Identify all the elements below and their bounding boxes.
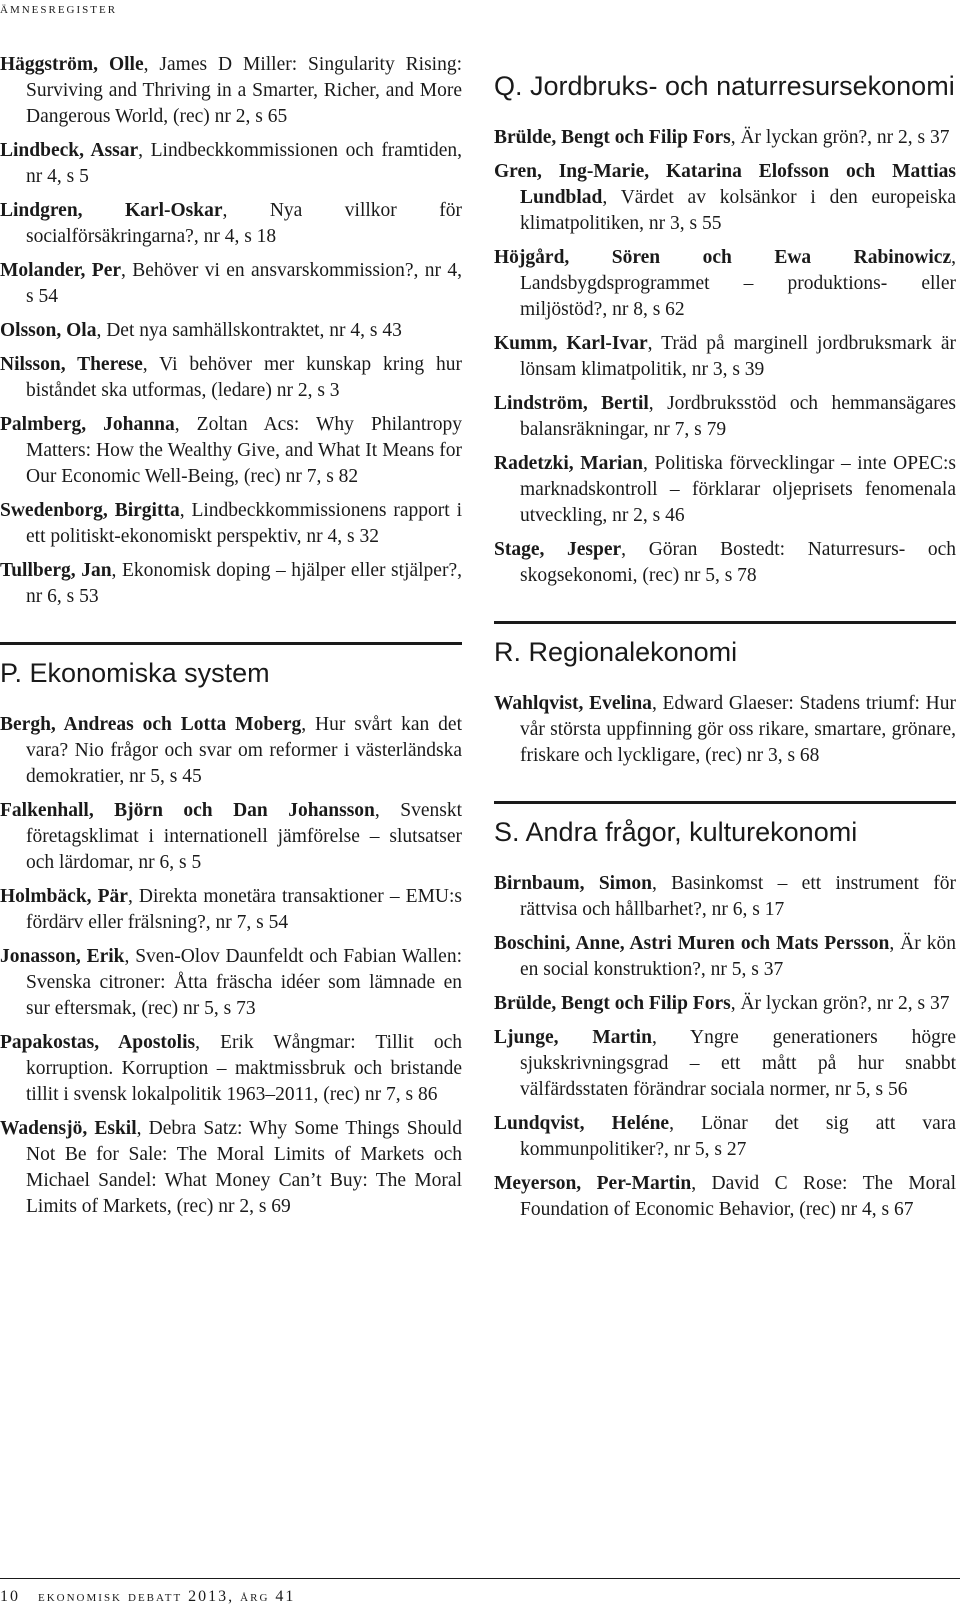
entry-reference: , Det nya samhällskontraktet, nr 4, s 43 xyxy=(96,320,402,341)
entry-reference: , Behöver vi en ansvarskommission?, nr 4, s 54 xyxy=(26,260,462,307)
index-entry xyxy=(0,1116,462,1220)
left-column xyxy=(0,52,462,1228)
index-entry xyxy=(494,1111,956,1163)
entry-reference: , Direkta monetära transaktioner – EMU:s fördärv eller frälsning?, nr 7, s 54 xyxy=(26,886,462,933)
entry-author: Lindbeck, Assar xyxy=(0,140,139,161)
index-entry xyxy=(494,871,956,923)
index-entry xyxy=(0,198,462,250)
entry-author: Tullberg, Jan xyxy=(0,560,112,581)
index-entry xyxy=(0,558,462,610)
entry-reference: , Erik Wångmar: Tillit och korruption. Korruption – maktmissbruk och bristande tillit i svensk lokalpolitik 1963–2011, (rec) nr 7, s 86 xyxy=(26,1032,462,1105)
entry-author: Häggström, Olle xyxy=(0,54,144,75)
entry-author: Jonasson, Erik xyxy=(0,946,125,967)
entry-list xyxy=(494,125,956,589)
entry-reference: , Edward Glaeser: Stadens triumf: Hur vår största uppfinning gör oss rikare, smartare, grönare, friskare och lyckligare, (rec) nr 3, s 68 xyxy=(520,693,956,766)
section-title-r: R. Regionalekonomi xyxy=(494,637,738,667)
entry-list xyxy=(494,871,956,1223)
entry-reference: , Jordbruksstöd och hemmansägares balansräkningar, nr 7, s 79 xyxy=(520,393,956,440)
entry-author: Molander, Per xyxy=(0,260,122,281)
index-entry xyxy=(494,331,956,383)
section-rule xyxy=(494,801,956,804)
index-entry xyxy=(0,884,462,936)
entry-reference: , Nya villkor för socialförsäkringarna?, nr 4, s 18 xyxy=(26,200,462,247)
entry-author: Radetzki, Marian xyxy=(494,453,644,474)
index-entry xyxy=(0,318,462,344)
entry-author: Höjgård, Sören och Ewa Rabinowicz xyxy=(494,247,952,268)
entry-reference: , Landsbygdsprogrammet – produktions- eller miljöstöd?, nr 8, s 62 xyxy=(520,247,956,320)
entry-reference: , Träd på marginell jordbruksmark är lönsam klimatpolitik, nr 3, s 39 xyxy=(520,333,956,380)
index-entry xyxy=(0,944,462,1022)
entry-reference: , Svenskt företagsklimat i internationell jämförelse – slutsatser och lärdomar, nr 6, s 5 xyxy=(26,800,463,873)
entry-reference: , Politiska förvecklingar – inte OPEC:s marknadskontroll – förklarar oljeprisets fenomenala utveckling, nr 2, s 46 xyxy=(520,453,956,526)
entry-reference: , Debra Satz: Why Some Things Should Not Be for Sale: The Moral Limits of Markets och Michael Sandel: What Money Can’t Buy: The Moral Limits of Markets, (rec) nr 2, s 69 xyxy=(26,1118,462,1217)
section-rule xyxy=(0,642,462,645)
index-entry xyxy=(494,1025,956,1103)
index-entry xyxy=(0,712,462,790)
entry-reference: , Hur svårt kan det vara? Nio frågor och svar om reformer i västerländska demokratier, nr 5, s 45 xyxy=(26,714,462,787)
entry-author: Brülde, Bengt och Filip Fors xyxy=(494,993,731,1014)
entry-list xyxy=(0,52,462,610)
entry-author: Wadensjö, Eskil xyxy=(0,1118,137,1139)
entry-reference: , Lindbeckkommissionens rapport i ett politiskt-ekonomiskt perspektiv, nr 4, s 32 xyxy=(26,500,462,547)
entry-reference: , Ekonomisk doping – hjälper eller stjälper?, nr 6, s 53 xyxy=(26,560,462,607)
publication-info: ekonomisk debatt 2013, årg 41 xyxy=(38,1588,296,1605)
index-entry xyxy=(0,258,462,310)
entry-author: Stage, Jesper xyxy=(494,539,622,560)
entry-author: Brülde, Bengt och Filip Fors xyxy=(494,127,731,148)
section-title-q: Q. Jordbruks- och naturresursekonomi xyxy=(494,71,955,101)
entry-reference: , Göran Bostedt: Naturresurs- och skogsekonomi, (rec) nr 5, s 78 xyxy=(520,539,956,586)
index-entry xyxy=(0,52,462,130)
entry-reference: , Är kön en social konstruktion?, nr 5, s 37 xyxy=(520,933,957,980)
entry-author: Lundqvist, Heléne xyxy=(494,1113,670,1134)
footer-rule xyxy=(0,1578,960,1579)
entry-reference: , Yngre generationers högre sjukskrivningsgrad – ett mått på hur snabbt välfärdsstaten förändrar sociala normer, nr 5, s 56 xyxy=(520,1027,956,1100)
entry-author: Kumm, Karl-Ivar xyxy=(494,333,648,354)
entry-reference: , Lindbeckkommissionen och framtiden, nr 4, s 5 xyxy=(26,140,462,187)
index-entry xyxy=(494,537,956,589)
entry-author: Meyerson, Per-Martin xyxy=(494,1173,692,1194)
entry-author: Swedenborg, Birgitta xyxy=(0,500,180,521)
running-head: ämnesregister xyxy=(0,0,118,17)
page-number: 10 xyxy=(0,1588,20,1605)
index-entry xyxy=(494,391,956,443)
entry-author: Birnbaum, Simon xyxy=(494,873,652,894)
entry-author: Falkenhall, Björn och Dan Johansson xyxy=(0,800,375,821)
entry-reference: , Sven-Olov Daunfeldt och Fabian Wallen: Svenska citroner: Åtta fräscha idéer som lämnade en sur eftersmak, (rec) nr 5, s 73 xyxy=(26,946,462,1019)
index-entry xyxy=(0,352,462,404)
index-entry xyxy=(0,138,462,190)
entry-list xyxy=(0,712,462,1220)
entry-author: Nilsson, Therese xyxy=(0,354,143,375)
entry-author: Holmbäck, Pär xyxy=(0,886,128,907)
right-column xyxy=(494,52,956,1231)
index-entry xyxy=(0,412,462,490)
section-title-p: P. Ekonomiska system xyxy=(0,658,270,688)
entry-reference: , Värdet av kolsänkor i den europeiska klimatpolitiken, nr 3, s 55 xyxy=(520,187,956,234)
section-s xyxy=(494,801,956,1223)
entry-author: Boschini, Anne, Astri Muren och Mats Persson xyxy=(494,933,890,954)
index-entry xyxy=(494,1171,956,1223)
entry-reference: , Är lyckan grön?, nr 2, s 37 xyxy=(730,127,950,148)
entry-author: Lindström, Bertil xyxy=(494,393,649,414)
entry-reference: , James D Miller: Singularity Rising: Surviving and Thriving in a Smarter, Richer, and More Dangerous World, (rec) nr 2, s 65 xyxy=(26,54,462,127)
index-entry xyxy=(494,125,956,151)
index-entry xyxy=(0,798,462,876)
footer xyxy=(0,1588,295,1606)
entry-author: Papakostas, Apostolis xyxy=(0,1032,196,1053)
entry-reference: , Lönar det sig att vara kommunpolitiker?, nr 5, s 27 xyxy=(520,1113,956,1160)
entry-author: Lindgren, Karl-Oskar xyxy=(0,200,223,221)
entry-author: Ljunge, Martin xyxy=(494,1027,652,1048)
entry-author: Gren, Ing-Marie, Katarina Elofsson och Mattias Lundblad xyxy=(494,161,956,208)
entry-author: Palmberg, Johanna xyxy=(0,414,175,435)
entry-list xyxy=(494,691,956,769)
section-q xyxy=(494,70,956,589)
entry-author: Wahlqvist, Evelina xyxy=(494,693,652,714)
index-entry xyxy=(494,991,956,1017)
section-r xyxy=(494,621,956,769)
index-entry xyxy=(494,931,956,983)
index-entry xyxy=(0,1030,462,1108)
index-entry xyxy=(494,451,956,529)
section-p xyxy=(0,642,462,1220)
entry-reference: , Basinkomst – ett instrument för rättvisa och hållbarhet?, nr 6, s 17 xyxy=(520,873,956,920)
entry-author: Olsson, Ola xyxy=(0,320,97,341)
entry-reference: , Vi behöver mer kunskap kring hur biståndet ska utformas, (ledare) nr 2, s 3 xyxy=(26,354,463,401)
section-title-s: S. Andra frågor, kulturekonomi xyxy=(494,817,858,847)
index-entry xyxy=(494,245,956,323)
entry-author: Bergh, Andreas och Lotta Moberg xyxy=(0,714,302,735)
entry-reference: , Zoltan Acs: Why Philantropy Matters: How the Wealthy Give, and What It Means for Our Economic Well-Being, (rec) nr 7, s 82 xyxy=(26,414,463,487)
index-entry xyxy=(494,159,956,237)
entry-reference: , Är lyckan grön?, nr 2, s 37 xyxy=(730,993,950,1014)
entry-reference: , David C Rose: The Moral Foundation of Economic Behavior, (rec) nr 4, s 67 xyxy=(520,1173,956,1220)
index-entry xyxy=(0,498,462,550)
index-entry xyxy=(494,691,956,769)
section-rule xyxy=(494,621,956,624)
